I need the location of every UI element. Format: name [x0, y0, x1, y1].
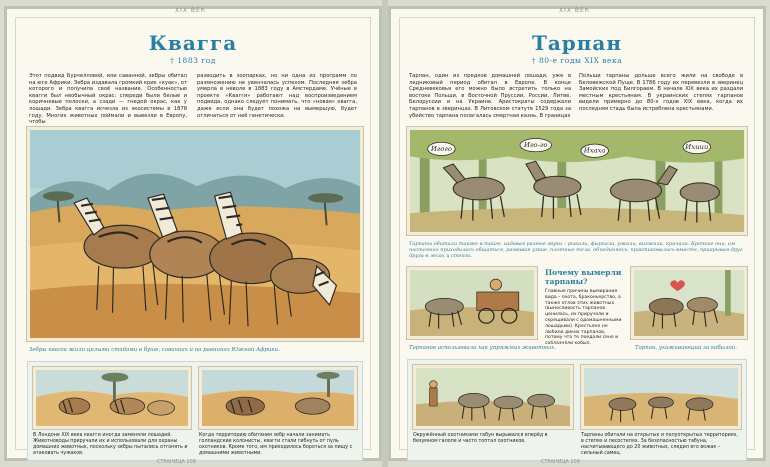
tarpan-extinction-text: Главные причины вымирания вида – охота, браконьерство, а также отлов этих животных (выносливость тарпанов ценилась, их приручали и скрещивали с одомашненными лошадьми). Крестьяне не любили диких тарпанов, потому что те поедали сено и соблазняли кобыл.	[545, 289, 622, 347]
left-page	[4, 6, 382, 465]
quagga-london-text: В Лондоне XIX века квагги иногда заменяли лошадей. Животноводы приручали их и использовали для охраны домашних животных, поскольку зебры пытались отгонять и атаковать чужаков.	[33, 433, 188, 456]
left-page-footer: СТРАНИЦА 108	[157, 459, 196, 465]
tarpan-steppe-illustration	[581, 365, 741, 429]
quagga-main-caption: Зебры квагги жили целыми стадами в буше, саваннах и на равнинах Южной Африки.	[29, 347, 280, 353]
right-running-head: XIX ВЕК	[559, 7, 591, 14]
speech-bubble-1: Игого	[430, 144, 453, 153]
quagga-date: † 1883 год	[170, 56, 216, 65]
tarpan-hunters-illustration	[413, 365, 573, 429]
tarpan-herd-illustration	[407, 127, 747, 235]
speech-bubble-2: Иго-го	[523, 141, 548, 149]
tarpan-hunters-text: Окружённый охотниками табун вырывался вперёд в безумном галопе и часто топтал охотников.	[413, 433, 548, 444]
speech-bubble-4: Ихиии	[685, 143, 709, 151]
tarpan-main-caption: Тарпаны обитали также в тайге, издавая разные звуки – рыкали, фыркали, ржали, визжали, кричали. Крепкие они, им постоянно приходилось общаться, развивая узкие, плотные тела, объединяясь, практиковались вместе, прикрывая друг друга в лесах и степях.	[409, 241, 743, 260]
quagga-colonists-illustration	[199, 367, 357, 429]
tarpan-extinction-heading: Почему вымерли тарпаны?	[545, 268, 622, 286]
tarpan-cart-caption: Тарпанов использовали как упряжных животных.	[409, 345, 556, 351]
quagga-london-illustration	[33, 367, 191, 429]
quagga-herd-illustration	[27, 127, 363, 341]
quagga-colonists-text: Когда территорию обитания зебр начали занимать голландские колонисты, квагги стали гибнуть от пуль охотников. Кроме того, им приходилось бороться за пищу с домашними животными.	[199, 433, 353, 456]
tarpan-courting-illustration	[631, 267, 747, 339]
tarpan-text-col1: Тарпан, один из предков домашней лошади, уже в ледниковый период обитал в Европе. В конце Средневековья его можно было встретить только на востоке Польши, в Восточной Пруссии, России, Литве, Белоруссии и на Украине. Аристократы содержали тарпанов в зверинцах. В Литовском статуте 1529 года за убийство тарпана полагалась смертная казнь. В границах	[409, 73, 571, 119]
tarpan-steppe-text: Тарпаны обитали на открытых и полуоткрытых территориях, в степях и лесостепях. За безопасностью табуна, насчитывающего до 20 животных, следил его вожак – сильный самец.	[581, 433, 739, 456]
quagga-title: Квагга	[148, 31, 238, 55]
quagga-text-col1: Этот подвид Бурчелловой, или саванной, зебры обитал на юге Африки. Зебра издавала громкий крик «куак», от которого и получила своё название. Особенностью квагги был необычный окрас: спереди были белые и коричневые полоски, а сзади — гнедой окрас, как у лошади. Зебра квагга исчезла из экосистемы в 1878 году. Многих животных поймали и вывезли в Европу, чтобы	[29, 73, 187, 126]
tarpan-date: † 80-е годы XIX века	[531, 56, 623, 65]
quagga-text-col2: разводить в зоопарках, но ни одна из программ по размножению не увенчалась успехом. Последняя зебра умерла в неволе в 1883 году в Амстердаме. Учёные в проекте «Квагги» работают над воспроизведением подвида, однако следует понимать, что «новая» квагга, даже если она будет похожа на вымершую, будет отличаться от неё генетически.	[197, 73, 357, 119]
right-page-footer: СТРАНИЦА 109	[541, 459, 580, 465]
tarpan-courting-caption: Тарпан, ухаживающий за кобылой.	[635, 345, 737, 351]
speech-bubble-3: Ихаха	[583, 146, 606, 155]
left-running-head: XIX ВЕК	[175, 7, 207, 14]
right-page	[388, 6, 766, 465]
tarpan-cart-illustration	[407, 267, 537, 339]
tarpan-text-col2: Польши тарпаны дольше всего жили на свободе в Беловежской Пуще. В 1786 году их перевезли в зверинец Замойских под Билгораем. В начале XIX века их раздали местным крестьянам. В украинских степях тарпанов видели примерно до 80-х годов XIX века, когда их последняя стадь была истреблена крестьянами.	[579, 73, 743, 112]
tarpan-title: Тарпан	[531, 31, 623, 55]
